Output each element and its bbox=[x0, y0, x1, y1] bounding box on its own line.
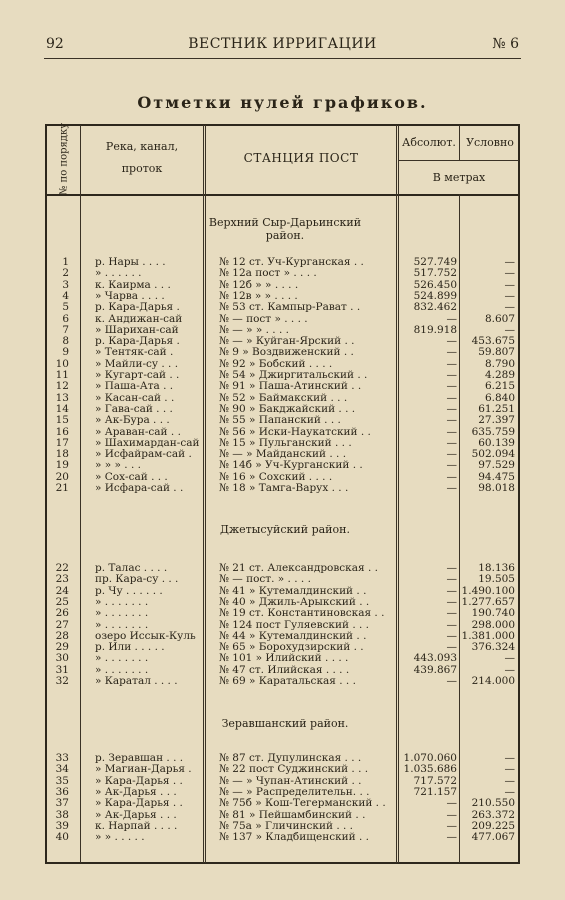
river-name: » . . . . . . bbox=[95, 268, 142, 280]
station-name: № — пост. » . . . . bbox=[219, 574, 311, 586]
conditional-value: — bbox=[504, 752, 515, 764]
river-name: » . . . . . . . bbox=[95, 608, 149, 620]
station-name: № 81 » Пейшамбинский . . bbox=[219, 809, 366, 821]
station-name: № 52 » Баймакский . . . bbox=[219, 392, 348, 404]
river-name: р. Талас . . . . bbox=[95, 563, 168, 574]
station-name: № — » Майданский . . . bbox=[219, 449, 347, 461]
table-row bbox=[47, 483, 519, 494]
issue-number: № 6 bbox=[492, 36, 519, 52]
river-name: к. Каирма . . . bbox=[95, 279, 171, 291]
river-name: » Ак-Бура . . . bbox=[95, 415, 170, 427]
table-row bbox=[47, 574, 519, 585]
row-number: 15 bbox=[55, 414, 69, 427]
journal-title: ВЕСТНИК ИРРИГАЦИИ bbox=[188, 36, 377, 52]
conditional-value: 502.094 bbox=[471, 448, 515, 461]
table-row bbox=[47, 460, 519, 471]
absolute-value: — bbox=[446, 819, 457, 832]
absolute-value: — bbox=[446, 335, 457, 348]
station-name: № 75б » Кош-Тегерманский . . bbox=[219, 798, 386, 810]
river-name: » Кара-Дарья . . bbox=[95, 775, 183, 787]
conditional-value: 18.136 bbox=[478, 562, 515, 574]
row-number: 32 bbox=[55, 675, 69, 687]
river-name: » Ак-Дарья . . . bbox=[95, 786, 177, 798]
river-name: » Араван-сай . . bbox=[95, 426, 181, 438]
absolute-value: — bbox=[446, 346, 457, 359]
conditional-value: — bbox=[504, 323, 515, 336]
absolute-value: — bbox=[446, 369, 457, 381]
river-name: р. Или . . . . . bbox=[95, 642, 165, 654]
row-number: 33 bbox=[55, 752, 69, 764]
conditional-value: 27.397 bbox=[478, 414, 515, 427]
absolute-value: — bbox=[446, 573, 457, 586]
river-name: » Исфара-сай . . bbox=[95, 483, 184, 494]
station-name: № 101 » Илийский . . . . bbox=[219, 653, 349, 665]
conditional-value: 190.740 bbox=[471, 607, 515, 620]
page-number: 92 bbox=[46, 36, 64, 52]
row-number: 13 bbox=[55, 391, 69, 404]
running-head bbox=[46, 36, 519, 56]
conditional-value: — bbox=[504, 301, 515, 314]
station-name: № 12б » » . . . . bbox=[219, 279, 299, 291]
absolute-value: 524.899 bbox=[413, 289, 457, 302]
conditional-value: 453.675 bbox=[471, 335, 515, 348]
conditional-value: 59.807 bbox=[478, 346, 515, 359]
page-title: Отметки нулей графиков. bbox=[137, 93, 428, 112]
absolute-value: — bbox=[446, 482, 457, 494]
absolute-value: — bbox=[446, 380, 457, 393]
header-river-line1: Река, канал, bbox=[105, 140, 179, 153]
row-number: 40 bbox=[55, 831, 69, 844]
station-name: № 15 » Пульганский . . . bbox=[219, 437, 352, 449]
station-name: № 22 пост Суджинский . . . bbox=[219, 764, 369, 776]
absolute-value: 439.867 bbox=[413, 663, 457, 676]
station-name: № — пост » . . . . bbox=[219, 313, 308, 325]
river-name: р. Кара-Дарья . bbox=[95, 302, 180, 314]
station-name: № 69 » Каратальская . . . bbox=[219, 676, 356, 687]
station-name: № 12в » » . . . . bbox=[219, 290, 298, 302]
conditional-value: 214.000 bbox=[471, 675, 515, 687]
river-name: » Кугарт-сай . . bbox=[95, 370, 180, 381]
river-name: » . . . . . . . bbox=[95, 664, 149, 676]
river-name: р. Нары . . . . bbox=[95, 257, 166, 268]
station-name: № 44 » Кутемалдинский . . bbox=[219, 630, 367, 642]
header-units: В метрах bbox=[432, 171, 486, 184]
station-name: № 53 ст. Кампыр-Рават . . bbox=[219, 302, 361, 314]
river-name: р. Зеравшан . . . bbox=[95, 753, 184, 764]
column-divider-abs-header bbox=[459, 125, 460, 160]
conditional-value: 98.018 bbox=[478, 482, 515, 494]
conditional-value: — bbox=[504, 774, 515, 787]
header-absolute: Абсолют. bbox=[402, 136, 456, 149]
conditional-value: 477.067 bbox=[471, 831, 515, 844]
row-number: 10 bbox=[55, 357, 69, 370]
river-name: » . . . . . . . bbox=[95, 653, 149, 665]
absolute-value: — bbox=[446, 629, 457, 642]
conditional-value: 1.277.657 bbox=[461, 595, 515, 608]
river-name: » Сох-сай . . . bbox=[95, 471, 168, 483]
river-name: » . . . . . . . bbox=[95, 596, 149, 608]
row-number: 24 bbox=[55, 584, 69, 597]
table-row bbox=[47, 302, 519, 313]
absolute-value: — bbox=[446, 675, 457, 687]
section-title: Верхний Сыр-Дарьинский район. bbox=[208, 216, 362, 242]
row-number: 28 bbox=[55, 629, 69, 642]
conditional-value: 94.475 bbox=[478, 470, 515, 483]
conditional-value: 209.225 bbox=[471, 819, 515, 832]
absolute-value: — bbox=[446, 357, 457, 370]
row-number: 31 bbox=[55, 663, 69, 676]
station-name: № 75а » Гличинский . . . bbox=[219, 820, 354, 832]
row-number: 2 bbox=[62, 267, 69, 280]
absolute-value: — bbox=[446, 562, 457, 574]
station-name: № 65 » Борохудзирский . . bbox=[219, 642, 364, 654]
conditional-value: 6.840 bbox=[484, 391, 515, 404]
absolute-value: 443.093 bbox=[413, 652, 457, 665]
row-number: 6 bbox=[62, 312, 69, 325]
station-name: № 90 » Бакджайский . . . bbox=[219, 403, 356, 415]
conditional-value: 376.324 bbox=[471, 641, 515, 654]
conditional-value: 4.289 bbox=[484, 369, 515, 381]
river-name: » Ак-Дарья . . . bbox=[95, 809, 177, 821]
river-name: » Паша-Ата . . bbox=[95, 381, 174, 393]
absolute-value: 832.462 bbox=[413, 301, 457, 314]
row-number: 35 bbox=[55, 774, 69, 787]
conditional-value: 1.381.000 bbox=[461, 629, 515, 642]
row-number: 34 bbox=[55, 763, 69, 776]
section-title: Зеравшанский район. bbox=[221, 717, 349, 730]
table-row bbox=[47, 415, 519, 426]
absolute-value: — bbox=[446, 436, 457, 449]
river-name: р. Кара-Дарья . bbox=[95, 336, 180, 348]
conditional-value: 8.607 bbox=[484, 312, 515, 325]
row-number: 21 bbox=[55, 482, 69, 494]
conditional-value: — bbox=[504, 663, 515, 676]
row-number: 20 bbox=[55, 470, 69, 483]
absolute-value: — bbox=[446, 584, 457, 597]
conditional-value: 263.372 bbox=[471, 808, 515, 821]
conditional-value: 1.490.100 bbox=[461, 584, 515, 597]
row-number: 37 bbox=[55, 797, 69, 810]
river-name: » Гава-сай . . . bbox=[95, 403, 173, 415]
header-station: СТАНЦИЯ ПОСТ bbox=[243, 151, 359, 165]
conditional-value: 298.000 bbox=[471, 618, 515, 631]
river-name: » Касан-сай . . bbox=[95, 392, 175, 404]
row-number: 17 bbox=[55, 436, 69, 449]
row-number: 36 bbox=[55, 785, 69, 798]
table-row bbox=[47, 653, 519, 664]
conditional-value: — bbox=[504, 289, 515, 302]
conditional-value: 635.759 bbox=[471, 425, 515, 438]
row-number: 12 bbox=[55, 380, 69, 393]
conditional-value: — bbox=[504, 267, 515, 280]
conditional-value: — bbox=[504, 785, 515, 798]
header-river-line2: проток bbox=[121, 162, 163, 175]
absolute-value: — bbox=[446, 831, 457, 844]
river-name: » Чарва . . . . bbox=[95, 290, 165, 302]
table-row bbox=[47, 347, 519, 358]
row-number: 26 bbox=[55, 607, 69, 620]
absolute-value: 1.070.060 bbox=[403, 752, 457, 764]
station-name: № 55 » Папанский . . . bbox=[219, 415, 341, 427]
conditional-value: 19.505 bbox=[478, 573, 515, 586]
station-name: № 92 » Бобский . . . . bbox=[219, 358, 333, 370]
header-conditional: Условно bbox=[466, 136, 514, 149]
absolute-value: — bbox=[446, 402, 457, 415]
station-name: № — » » . . . . bbox=[219, 324, 289, 336]
station-name: № 41 » Кутемалдинский . . bbox=[219, 585, 367, 597]
row-number: 27 bbox=[55, 618, 69, 631]
table-row bbox=[47, 764, 519, 775]
row-number: 14 bbox=[55, 402, 69, 415]
river-name: » Майли-су . . . bbox=[95, 358, 179, 370]
river-name: к. Нарпай . . . . bbox=[95, 820, 178, 832]
row-number: 11 bbox=[55, 369, 69, 381]
conditional-value: 6.215 bbox=[484, 380, 515, 393]
conditional-value: 97.529 bbox=[478, 459, 515, 472]
header-num bbox=[50, 122, 78, 196]
station-name: № 87 ст. Дупулинская . . . bbox=[219, 753, 362, 764]
row-number: 1 bbox=[62, 256, 69, 268]
row-number: 18 bbox=[55, 448, 69, 461]
absolute-value: 1.035.686 bbox=[403, 763, 457, 776]
row-number: 5 bbox=[62, 301, 69, 314]
river-name: пр. Кара-су . . . bbox=[95, 574, 179, 586]
station-name: № 16 » Сохский . . . . bbox=[219, 471, 333, 483]
row-number: 38 bbox=[55, 808, 69, 821]
conditional-value: 210.550 bbox=[471, 797, 515, 810]
conditional-value: — bbox=[504, 256, 515, 268]
row-number: 16 bbox=[55, 425, 69, 438]
section-title: Джетысуйский район. bbox=[220, 523, 350, 536]
station-name: № 56 » Иски-Наукатский . . bbox=[219, 426, 371, 438]
table-row bbox=[47, 268, 519, 279]
absolute-value: — bbox=[446, 607, 457, 620]
row-number: 30 bbox=[55, 652, 69, 665]
conditional-value: 8.790 bbox=[484, 357, 515, 370]
station-name: № 19 ст. Константиновская . . bbox=[219, 608, 385, 620]
river-name: » » » . . . bbox=[95, 460, 141, 472]
station-name: № 18 » Тамга-Варух . . . bbox=[219, 483, 349, 494]
row-number: 8 bbox=[62, 335, 69, 348]
station-name: № 40 » Джиль-Арыкский . . bbox=[219, 596, 370, 608]
river-name: р. Чу . . . . . . bbox=[95, 585, 163, 597]
station-name: № 14б » Уч-Курганский . . bbox=[219, 460, 363, 472]
station-name: № — » Чупан-Атинский . . bbox=[219, 775, 362, 787]
absolute-value: — bbox=[446, 808, 457, 821]
station-name: № 12а пост » . . . . bbox=[219, 268, 317, 280]
absolute-value: 717.572 bbox=[413, 774, 457, 787]
row-number: 7 bbox=[62, 323, 69, 336]
row-number: 23 bbox=[55, 573, 69, 586]
absolute-value: — bbox=[446, 448, 457, 461]
conditional-value: — bbox=[504, 652, 515, 665]
conditional-value: — bbox=[504, 278, 515, 291]
absolute-value: — bbox=[446, 797, 457, 810]
row-number: 19 bbox=[55, 459, 69, 472]
absolute-value: — bbox=[446, 425, 457, 438]
row-number: 25 bbox=[55, 595, 69, 608]
conditional-value: 60.139 bbox=[478, 436, 515, 449]
absolute-value: — bbox=[446, 595, 457, 608]
absolute-value: — bbox=[446, 641, 457, 654]
station-name: № — » Куйган-Ярский . . bbox=[219, 336, 355, 348]
river-name: » Исфайрам-сай . bbox=[95, 449, 192, 461]
river-name: к. Андижан-сай bbox=[95, 313, 183, 325]
table-row bbox=[47, 676, 519, 687]
row-number: 3 bbox=[62, 278, 69, 291]
station-name: № — » Распределительн. . . bbox=[219, 786, 370, 798]
river-name: » Магиан-Дарья . bbox=[95, 764, 192, 776]
absolute-value: — bbox=[446, 470, 457, 483]
station-name: № 137 » Кладбищенский . . bbox=[219, 832, 370, 844]
river-name: » Шарихан-сай bbox=[95, 324, 179, 336]
absolute-value: 819.918 bbox=[413, 323, 457, 336]
table-row bbox=[47, 832, 519, 843]
conditional-value: — bbox=[504, 763, 515, 776]
absolute-value: 527.749 bbox=[413, 256, 457, 268]
table-row bbox=[47, 608, 519, 619]
absolute-value: — bbox=[446, 414, 457, 427]
header-num-label: № по порядку bbox=[58, 122, 70, 196]
station-name: № 54 » Джиргитальский . . bbox=[219, 370, 368, 381]
absolute-value: — bbox=[446, 459, 457, 472]
table-row bbox=[47, 381, 519, 392]
station-name: № 21 ст. Александровская . . bbox=[219, 563, 378, 574]
station-name: № 91 » Паша-Атинский . . bbox=[219, 381, 362, 393]
row-number: 29 bbox=[55, 641, 69, 654]
river-name: » . . . . . . . bbox=[95, 619, 149, 631]
table-row bbox=[47, 798, 519, 809]
table-header-rule bbox=[45, 194, 520, 196]
station-name: № 47 ст. Илийская . . . . bbox=[219, 664, 350, 676]
river-name: » Шахимардан-сай bbox=[95, 437, 200, 449]
row-number: 22 bbox=[55, 562, 69, 574]
river-name: » Тентяк-сай . bbox=[95, 347, 174, 359]
absolute-value: — bbox=[446, 618, 457, 631]
absolute-value: 517.752 bbox=[413, 267, 457, 280]
absolute-value: 721.157 bbox=[413, 785, 457, 798]
river-name: » Каратал . . . . bbox=[95, 676, 178, 687]
river-name: » Кара-Дарья . . bbox=[95, 798, 183, 810]
header-rule bbox=[44, 58, 521, 59]
absolute-value: 526.450 bbox=[413, 278, 457, 291]
conditional-value: 61.251 bbox=[478, 402, 515, 415]
river-name: » » . . . . . bbox=[95, 832, 145, 844]
absolute-value: — bbox=[446, 391, 457, 404]
station-name: № 124 пост Гуляевский . . . bbox=[219, 619, 370, 631]
absolute-value: — bbox=[446, 312, 457, 325]
row-number: 9 bbox=[62, 346, 69, 359]
station-name: № 12 ст. Уч-Курганская . . bbox=[219, 257, 364, 268]
river-name: озеро Иссык-Куль bbox=[95, 630, 196, 642]
row-number: 4 bbox=[62, 289, 69, 302]
station-name: № 9 » Воздвиженский . . bbox=[219, 347, 354, 359]
units-rule bbox=[398, 160, 519, 161]
row-number: 39 bbox=[55, 819, 69, 832]
